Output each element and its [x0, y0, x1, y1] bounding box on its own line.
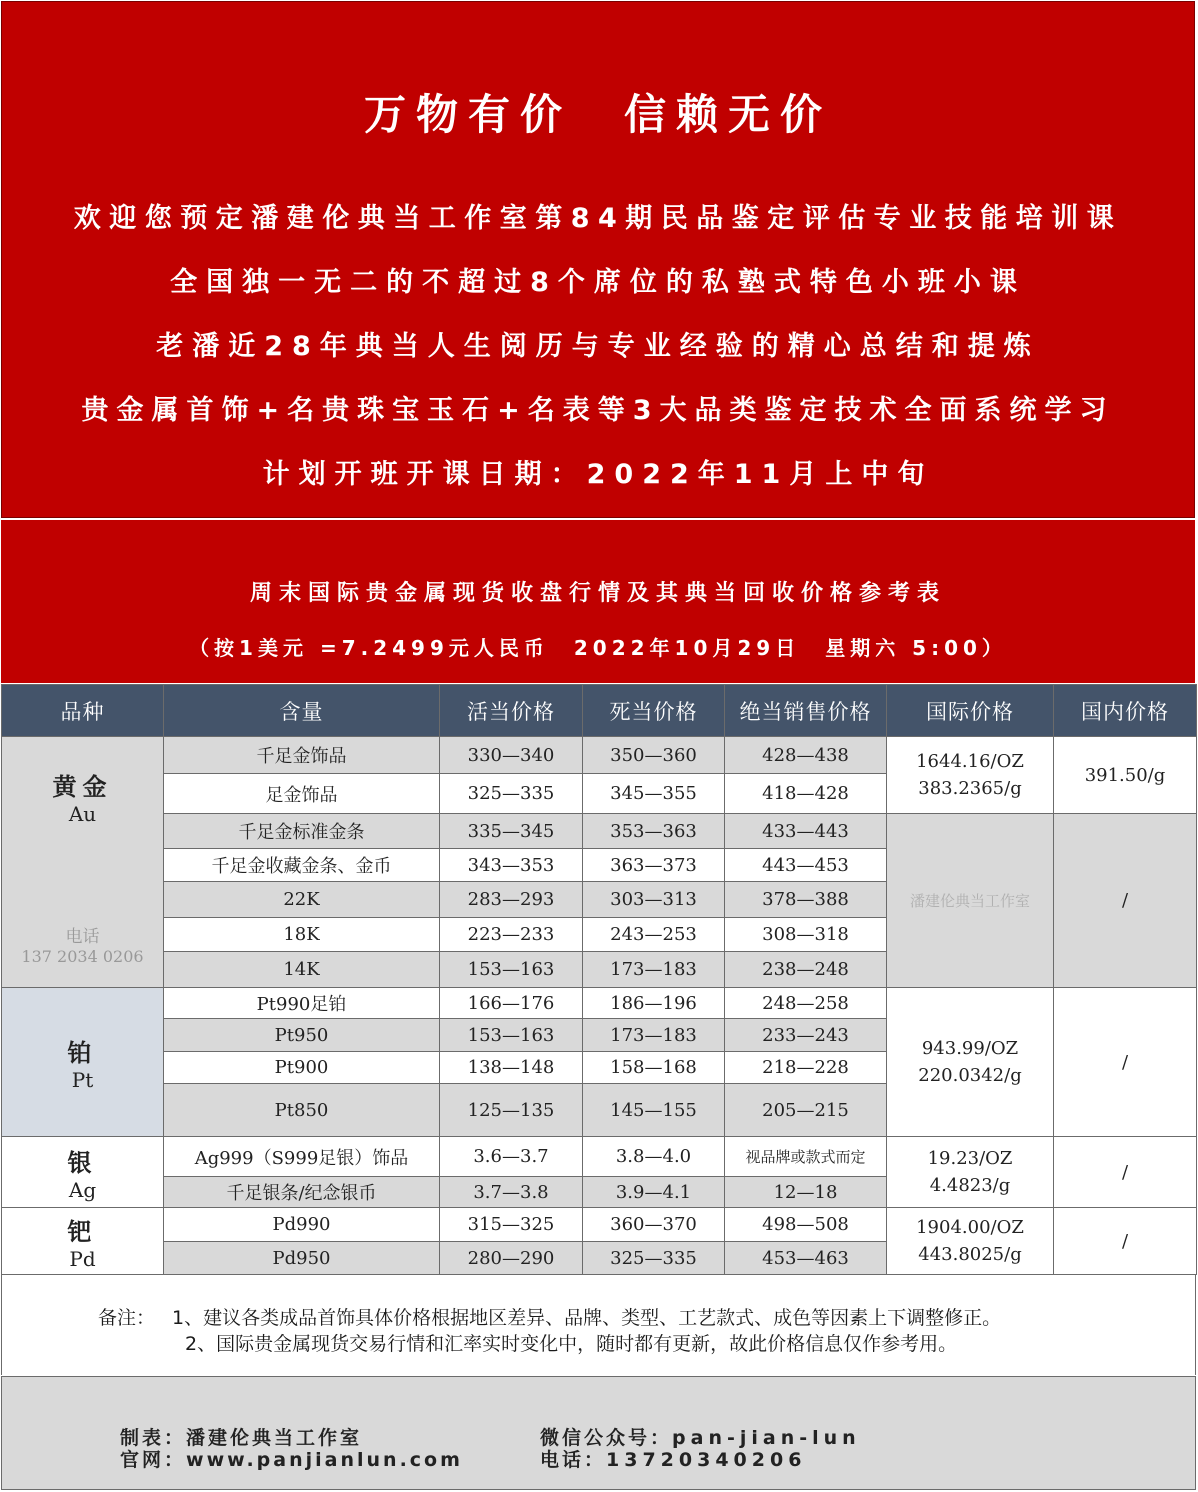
- phone-value: 13720340206: [606, 1449, 807, 1471]
- sale-price-cell: 308—318: [725, 918, 887, 952]
- dead-price-cell: 360—370: [583, 1208, 725, 1242]
- wechat-value: pan-jian-lun: [672, 1427, 861, 1449]
- sale-price-cell: 248—258: [725, 988, 887, 1019]
- table-subtitle: （按1美元 =7.2499元人民币 2022年10月29日 星期六 5:00）: [189, 636, 1007, 660]
- wechat-label: 微信公众号：: [540, 1427, 673, 1449]
- intl-gram: 220.0342/g: [918, 1065, 1022, 1086]
- slogan: 万物有价 信赖无价: [363, 90, 832, 139]
- footer-website: [120, 1445, 463, 1472]
- content-cell: 22K: [164, 882, 440, 918]
- live-price-cell: 283—293: [440, 882, 583, 918]
- promo-line-2: 全国独一无二的不超过8个席位的私塾式特色小班小课: [170, 267, 1026, 298]
- metal-cell-silver: [2, 1137, 164, 1208]
- table-row: [2, 1137, 1197, 1177]
- col-header-live-pawn: 活当价格: [440, 685, 583, 737]
- maker-value: 潘建伦典当工作室: [186, 1427, 363, 1449]
- live-price-cell: 335—345: [440, 814, 583, 849]
- sale-price-cell: 378—388: [725, 882, 887, 918]
- phone-label: 电话：: [540, 1449, 607, 1471]
- content-cell: Pd990: [164, 1208, 440, 1242]
- dead-price-cell: 173—183: [583, 952, 725, 988]
- notes-section: [1, 1275, 1196, 1375]
- content-cell: 千足银条/纪念银币: [164, 1177, 440, 1208]
- live-price-cell: 280—290: [440, 1242, 583, 1275]
- col-header-variety: 品种: [2, 685, 164, 737]
- dead-price-cell: 353—363: [583, 814, 725, 849]
- col-header-intl: 国际价格: [887, 685, 1054, 737]
- content-cell: Pt850: [164, 1084, 440, 1137]
- intl-price-cell: [887, 988, 1054, 1137]
- promo-line-5: 计划开班开课日期：2022年11月上中旬: [262, 459, 934, 490]
- dead-price-cell: 158—168: [583, 1052, 725, 1084]
- sale-price-cell: 453—463: [725, 1242, 887, 1275]
- sale-price-cell: 238—248: [725, 952, 887, 988]
- intl-price-cell: [887, 1137, 1054, 1208]
- metal-cell-platinum: [2, 988, 164, 1137]
- table-row: [2, 737, 1197, 774]
- live-price-cell: 3.6—3.7: [440, 1137, 583, 1177]
- intl-oz: 19.23/OZ: [927, 1148, 1013, 1169]
- live-price-cell: 3.7—3.8: [440, 1177, 583, 1208]
- intl-price-cell: [887, 1208, 1054, 1275]
- col-header-sale: 绝当销售价格: [725, 685, 887, 737]
- content-cell: Ag999（S999足银）饰品: [164, 1137, 440, 1177]
- dead-price-cell: 3.9—4.1: [583, 1177, 725, 1208]
- live-price-cell: 125—135: [440, 1084, 583, 1137]
- content-cell: Pt950: [164, 1019, 440, 1052]
- sale-price-cell: 233—243: [725, 1019, 887, 1052]
- sale-price-cell: 218—228: [725, 1052, 887, 1084]
- price-table: [1, 684, 1197, 1275]
- footer-phone: [540, 1445, 806, 1472]
- dead-price-cell: 145—155: [583, 1084, 725, 1137]
- metal-name: 铂: [67, 1038, 98, 1067]
- promo-line-3: 老潘近28年典当人生阅历与专业经验的精心总结和提炼: [156, 331, 1040, 362]
- content-cell: Pt990足铂: [164, 988, 440, 1019]
- domestic-price-cell: /: [1054, 988, 1197, 1137]
- intl-oz: 1904.00/OZ: [916, 1217, 1024, 1238]
- live-price-cell: 325—335: [440, 774, 583, 814]
- watermark-text: 潘建伦典当工作室: [909, 892, 1030, 910]
- promo-line-1: 欢迎您预定潘建伦典当工作室第84期民品鉴定评估专业技能培训课: [73, 203, 1123, 234]
- live-price-cell: 223—233: [440, 918, 583, 952]
- phone-number: 137 2034 0206: [21, 947, 144, 966]
- col-header-content: 含量: [164, 685, 440, 737]
- metal-symbol: Pd: [69, 1246, 96, 1271]
- content-cell: 千足金饰品: [164, 737, 440, 774]
- content-cell: 足金饰品: [164, 774, 440, 814]
- dead-price-cell: 243—253: [583, 918, 725, 952]
- table-row: [2, 988, 1197, 1019]
- metal-name: 银: [67, 1148, 98, 1177]
- dead-price-cell: 363—373: [583, 849, 725, 882]
- col-header-dead-pawn: 死当价格: [583, 685, 725, 737]
- notes-label: 备注：: [98, 1307, 156, 1329]
- intl-gram: 443.8025/g: [918, 1244, 1022, 1265]
- footer: [1, 1376, 1196, 1490]
- maker-label: 制表：: [120, 1427, 187, 1449]
- metal-symbol: Au: [68, 802, 97, 826]
- intl-oz: 1644.16/OZ: [916, 751, 1024, 772]
- site-link[interactable]: www.panjianlun.com: [186, 1449, 463, 1471]
- promo-line-4: 贵金属首饰+名贵珠宝玉石+名表等3大品类鉴定技术全面系统学习: [81, 395, 1115, 426]
- content-cell: Pt900: [164, 1052, 440, 1084]
- sale-price-cell: 205—215: [725, 1084, 887, 1137]
- dead-price-cell: 173—183: [583, 1019, 725, 1052]
- price-table-wrap: [1, 684, 1196, 1275]
- col-header-domestic: 国内价格: [1054, 685, 1197, 737]
- promo-banner: [1, 1, 1195, 518]
- table-row: [2, 814, 1197, 849]
- live-price-cell: 153—163: [440, 1019, 583, 1052]
- live-price-cell: 166—176: [440, 988, 583, 1019]
- live-price-cell: 330—340: [440, 737, 583, 774]
- domestic-price-cell: /: [1054, 1208, 1197, 1275]
- table-title: 周末国际贵金属现货收盘行情及其典当回收价格参考表: [249, 581, 946, 606]
- watermark-cell: [887, 814, 1054, 988]
- table-header-row: [2, 685, 1197, 737]
- sale-price-cell: 428—438: [725, 737, 887, 774]
- metal-name: 钯: [67, 1217, 98, 1246]
- live-price-cell: 138—148: [440, 1052, 583, 1084]
- note-line-1: 1、建议各类成品首饰具体价格根据地区差异、品牌、类型、工艺款式、成色等因素上下调整修正。: [172, 1307, 1002, 1329]
- intl-gram: 383.2365/g: [918, 778, 1022, 799]
- live-price-cell: 153—163: [440, 952, 583, 988]
- domestic-price-cell: 391.50/g: [1054, 737, 1197, 814]
- sale-price-cell: 418—428: [725, 774, 887, 814]
- content-cell: 千足金收藏金条、金币: [164, 849, 440, 882]
- sale-price-cell: 12—18: [725, 1177, 887, 1208]
- sale-price-cell: 498—508: [725, 1208, 887, 1242]
- table-row: [2, 1208, 1197, 1242]
- note-line-2: 2、国际贵金属现货交易行情和汇率实时变化中，随时都有更新，故此价格信息仅作参考用。: [185, 1333, 958, 1355]
- sale-price-cell: 视品牌或款式而定: [725, 1137, 887, 1177]
- metal-symbol: Pt: [71, 1067, 94, 1092]
- dead-price-cell: 303—313: [583, 882, 725, 918]
- intl-gram: 4.4823/g: [929, 1175, 1011, 1196]
- intl-price-cell: [887, 737, 1054, 814]
- domestic-price-cell: /: [1054, 814, 1197, 988]
- content-cell: Pd950: [164, 1242, 440, 1275]
- dead-price-cell: 350—360: [583, 737, 725, 774]
- sale-price-cell: 433—443: [725, 814, 887, 849]
- sale-price-cell: 443—453: [725, 849, 887, 882]
- dead-price-cell: 325—335: [583, 1242, 725, 1275]
- phone-label: 电话: [65, 927, 100, 947]
- metal-cell-palladium: [2, 1208, 164, 1275]
- dead-price-cell: 345—355: [583, 774, 725, 814]
- live-price-cell: 343—353: [440, 849, 583, 882]
- site-label: 官网：: [120, 1449, 187, 1471]
- dead-price-cell: 3.8—4.0: [583, 1137, 725, 1177]
- metal-cell-gold: [2, 737, 164, 988]
- content-cell: 14K: [164, 952, 440, 988]
- metal-name: 黄金: [52, 773, 113, 801]
- dead-price-cell: 186—196: [583, 988, 725, 1019]
- intl-oz: 943.99/OZ: [921, 1038, 1019, 1059]
- content-cell: 18K: [164, 918, 440, 952]
- live-price-cell: 315—325: [440, 1208, 583, 1242]
- content-cell: 千足金标准金条: [164, 814, 440, 849]
- metal-symbol: Ag: [68, 1177, 97, 1202]
- table-header-banner: [1, 520, 1195, 683]
- domestic-price-cell: /: [1054, 1137, 1197, 1208]
